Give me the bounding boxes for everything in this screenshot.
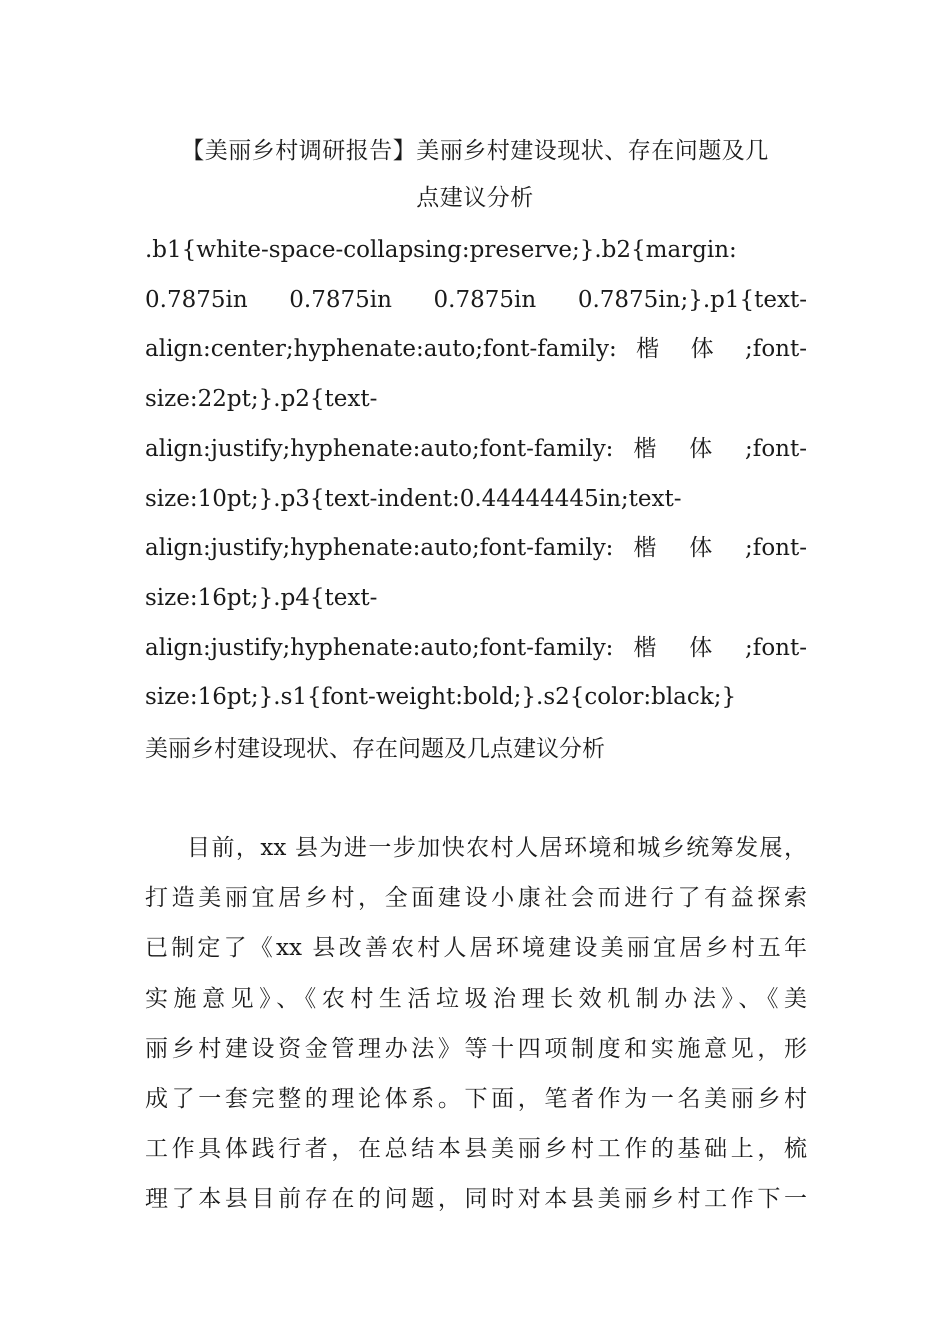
css-line: size:16pt;}.p4{text- [145, 584, 378, 611]
paragraph-line: 丽乡村建设资金管理办法》等十四项制度和实施意见，形 [145, 1035, 807, 1062]
paragraph-line: 已制定了《xx 县改善农村人居环境建设美丽宜居乡村五年 [145, 935, 807, 962]
css-line: align:justify;hyphenate:auto;font-family: 楷 体 ;font- [145, 634, 807, 661]
css-line: align:justify;hyphenate:auto;font-family: 楷 体 ;font- [145, 535, 807, 562]
css-line: 0.7875in 0.7875in 0.7875in 0.7875in;}.p1{text- [145, 286, 807, 313]
paragraph-line: 成了一套完整的理论体系。下面，笔者作为一名美丽乡村 [145, 1086, 807, 1113]
paragraph-line: 工作具体践行者，在总结本县美丽乡村工作的基础上，梳 [145, 1136, 807, 1163]
document-subtitle: 美丽乡村建设现状、存在问题及几点建议分析 [145, 736, 605, 762]
css-line: align:justify;hyphenate:auto;font-family: 楷 体 ;font- [145, 435, 807, 462]
css-line: size:10pt;}.p3{text-indent:0.44444445in;text- [145, 485, 682, 512]
paragraph-line: 实施意见》、《农村生活垃圾治理长效机制办法》、《美 [145, 985, 807, 1012]
css-line: size:22pt;}.p2{text- [145, 386, 378, 413]
css-line: size:16pt;}.s1{font-weight:bold;}.s2{color:black;} [145, 684, 737, 711]
css-line: align:center;hyphenate:auto;font-family: 楷 体 ;font- [145, 336, 807, 363]
paragraph-line: 理了本县目前存在的问题，同时对本县美丽乡村工作下一 [145, 1186, 807, 1213]
paragraph-line: 目前，xx 县为进一步加快农村人居环境和城乡统筹发展， [187, 835, 807, 861]
title-line-1: 【美丽乡村调研报告】美丽乡村建设现状、存在问题及几 [181, 138, 769, 164]
title-line-2: 点建议分析 [416, 185, 534, 211]
document-title [140, 128, 810, 222]
body-paragraph [145, 823, 807, 1225]
css-source-text [145, 226, 807, 723]
css-line: .b1{white-space-collapsing:preserve;}.b2{margin: [145, 237, 737, 263]
paragraph-line: 打造美丽宜居乡村，全面建设小康社会而进行了有益探索 [145, 885, 807, 912]
